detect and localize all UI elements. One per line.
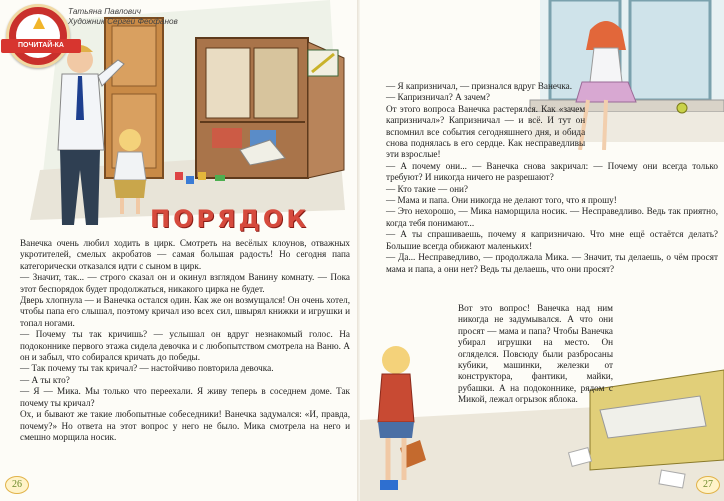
right-page	[360, 0, 724, 501]
paragraph: Ванечка очень любил ходить в цирк. Смотреть на весёлых клоунов, отважных укротителей, смелых акробатов — самая большая радость! Но сегодня папа категорически отказался идти с сыном в цирк.	[20, 238, 350, 271]
page-number: 26	[5, 476, 29, 494]
paragraph: От этого вопроса Ванечка растерялся. Как «зачем капризничал»? Капризничал — и всё. И тут он вспомнил все события сегодняшнего дня, и обида снова поднялась в его сердце. Как несправедливы эти взрослые!	[386, 103, 586, 160]
right-page-text-inset	[458, 303, 613, 406]
right-page-text	[386, 81, 718, 275]
page-number: 27	[696, 476, 720, 494]
paragraph: — Почему ты так кричишь? — услышал он вдруг незнакомый голос. На подоконнике первого этажа сидела девочка и с любопытством смотрела на Ваню. А он и забыл, что собирался кричать до победы.	[20, 329, 350, 363]
paragraph: — Я — Мика. Мы только что переехали. Я живу теперь в соседнем доме. Так почему ты кричал?	[20, 386, 350, 408]
illustrator-name: Художник Сергей Феофанов	[68, 17, 178, 26]
star-icon	[33, 17, 45, 29]
paragraph: Дверь хлопнула — и Ванечка остался один. Как же он возмущался! Он очень хотел, чтобы папа его слышал, поэтому кричал изо всех сил, швырял книжки и игрушки и топал ногами.	[20, 295, 350, 328]
paragraph: — А почему они... — Ванечка снова закричал: — Почему они всегда только требуют? И никогда ничего не разрешают?	[386, 160, 718, 183]
paragraph: — Капризничал? А зачем?	[386, 92, 490, 103]
paragraph: Вот это вопрос! Ванечка над ним никогда не задумывался. А что они просят — мама и папа? Чтобы Ванечка убирал игрушки на место. Он огляделся. Повсюду были разбросаны кубики, машинки, железки от конструктора, фантики, майки, рубашки. А на подоконнике, рядом с Микой, лежал огрызок яблока.	[458, 303, 613, 405]
left-page-text	[20, 238, 350, 443]
badge-label: ПОЧИТАЙ-КА	[1, 39, 81, 53]
paragraph: — Значит, так... — строго сказал он и окинул взглядом Ванину комнату. — Пока этот беспорядок будет продолжаться, никакого цирка не будет.	[20, 272, 350, 294]
paragraph: — А ты кто?	[20, 374, 70, 385]
author-name: Татьяна Павлович	[68, 7, 141, 16]
paragraph: — А ты спрашиваешь, почему я капризничаю. Что мне ещё остаётся делать? Большие всегда обижают маленьких!	[386, 229, 718, 251]
paragraph: — Кто такие — они?	[386, 183, 468, 194]
paragraph: Ох, и бывают же такие любопытные собеседники! Ванечка задумался: «И, правда, почему?» Но ответа на этот вопрос у него не было. Мика смотрела на него и смешно морщила носик.	[20, 409, 350, 442]
left-page	[0, 0, 360, 501]
magazine-badge	[6, 4, 70, 68]
paragraph: — Так почему ты так кричал? — настойчиво повторила девочка.	[20, 363, 274, 374]
paragraph: — Я капризничал, — признался вдруг Ванечка.	[386, 81, 573, 91]
paragraph: — Да... Несправедливо, — продолжала Мика. — Значит, ты делаешь, о чём просят мама и папа, а они нет? Ведь ты делаешь, что они просят?	[386, 252, 718, 274]
paragraph: — Это нехорошо, — Мика наморщила носик. — Несправедливо. Ведь так приятно, когда тебя понимают...	[386, 206, 718, 228]
credits	[68, 7, 178, 27]
story-title: ПОРЯДОК	[150, 205, 309, 233]
paragraph: — Мама и папа. Они никогда не делают того, что я прошу!	[386, 195, 617, 206]
